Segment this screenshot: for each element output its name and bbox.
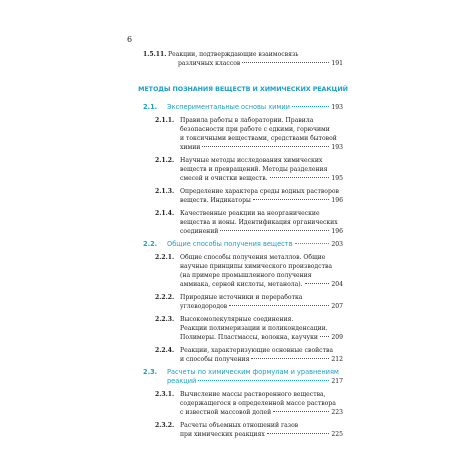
entry-number: 2.2.2. [155,294,175,301]
entry-line: Общие способы получения веществ [167,240,293,248]
part-title: МЕТОДЫ ПОЗНАНИЯ ВЕЩЕСТВ И ХИМИЧЕСКИХ РЕАКЦИЙ [138,85,348,93]
entry-last-line [180,227,343,236]
entry-number: 2.3.2. [155,422,175,429]
subsection-list [143,253,343,364]
table-of-contents [138,50,348,439]
entry-line: Определение характера среды водных растворов [180,188,339,195]
entry-number: 2.1. [143,103,158,111]
subsection-entry[interactable] [155,116,343,152]
entry-line: Высокомолекулярные соединения. [180,316,294,323]
dot-leader [198,380,329,381]
entry-line: реакций [167,377,197,385]
dot-leader [242,62,329,63]
entry-text [180,156,343,183]
subsection-entry[interactable] [155,390,343,417]
dot-leader [305,283,330,284]
subsection-entry[interactable] [155,187,343,205]
entry-line: и токсичными веществами, средствами бытовой [180,135,337,142]
entry-page: 195 [331,175,343,182]
entry-number: 2.3. [143,368,158,376]
entry-line: Расчеты по химическим формулам и уравнениям [167,368,339,376]
dot-leader [292,106,329,107]
entry-number: 2.1.2. [155,157,175,164]
entry-page: 207 [331,303,343,310]
dot-leader [253,199,330,200]
dot-leader [202,146,329,147]
entry-line: с известной массовой долей [180,409,272,416]
entry-line: Вычисление массы растворенного вещества, [180,391,326,398]
dot-leader [220,230,329,231]
dot-leader [270,177,330,178]
entry-line: при химических реакциях [180,431,265,438]
entry-last-line [167,377,343,386]
dot-leader [251,358,329,359]
dot-leader [229,305,329,306]
subsection-entry[interactable] [155,315,343,342]
entry-page: 196 [331,228,343,235]
entry-last-line [180,408,343,417]
section-entry[interactable] [143,240,343,249]
dot-leader [295,243,330,244]
subsection-entry[interactable] [155,293,343,311]
entry-page: 209 [331,334,343,341]
entry-line: соединений [180,228,219,235]
entry-last-line [167,240,343,249]
entry-text [180,209,343,236]
subsection-entry[interactable] [155,209,343,236]
entry-line: углеводородов [180,303,228,310]
entry-number: 2.1.4. [155,210,175,217]
entry-text [180,315,343,342]
entry-page: 223 [331,409,343,416]
entry-last-line [168,59,343,68]
dot-leader [320,336,329,337]
entry-page: 212 [331,356,343,363]
entry-page: 225 [331,431,343,438]
entry-page: 193 [331,104,343,111]
entry-line: вещества и ионы. Идентификация органических [180,219,338,226]
dot-leader [273,411,329,412]
section-entry[interactable] [143,103,343,112]
entry-text [180,346,343,364]
entry-line: Реакции полимеризации и поликонденсации. [180,325,328,332]
entry-line: химии [180,144,201,151]
entry-line: научные принципы химического производства [180,263,333,270]
entry-number: 2.2. [143,240,158,248]
entry-number: 2.1.1. [155,117,175,124]
entry-last-line [180,333,343,342]
entry-text [180,187,343,205]
entry-line: Реакции, характеризующие основные свойства [180,347,334,354]
entry-text [180,116,343,152]
section-entry[interactable] [143,368,343,386]
entry-line: Качественные реакции на неорганические [180,210,320,217]
entry-line: веществ. Индикаторы [180,197,251,204]
subsection-entry[interactable] [155,346,343,364]
entry-line: аммиака, серной кислоты, метанола). [180,281,303,288]
entry-page: 204 [331,281,343,288]
toc-entry-1-5-11[interactable] [143,50,343,68]
entry-text [167,240,343,249]
entry-last-line [180,302,343,311]
entry-line: Реакции, подтверждающие взаимосвязь [168,51,299,58]
page-number: 6 [127,35,133,44]
entry-line: Природные источники и переработка [180,294,303,301]
entry-text [180,421,343,439]
entry-number: 2.3.1. [155,391,175,398]
entry-last-line [167,103,343,112]
entry-page: 191 [331,60,343,67]
sections-list [143,103,343,439]
entry-last-line [180,196,343,205]
entry-text [167,103,343,112]
entry-number: 2.2.3. [155,316,175,323]
subsection-entry[interactable] [155,156,343,183]
entry-line: Общие способы получения металлов. Общие [180,254,326,261]
entry-line: Научные методы исследования химических [180,157,323,164]
entry-text [168,50,343,68]
entry-page: 203 [331,241,343,248]
entry-number: 1.5.11. [143,51,167,58]
entry-last-line [180,174,343,183]
entry-page: 217 [331,378,343,385]
subsection-list [143,390,343,439]
entry-text [180,390,343,417]
entry-line: веществ и превращений. Методы разделения [180,166,328,173]
entry-line: Расчеты объемных отношений газов [180,422,299,429]
entry-page: 196 [331,197,343,204]
entry-line: содержащегося в определенной массе раствора [180,400,336,407]
entry-line: Экспериментальные основы химии [167,103,290,111]
entry-line: безопасности при работе с едкими, горючими [180,126,330,133]
entry-last-line [180,430,343,439]
subsection-list [143,116,343,236]
entry-number: 2.2.1. [155,254,175,261]
entry-number: 2.1.3. [155,188,175,195]
entry-last-line [180,280,343,289]
entry-last-line [180,143,343,152]
dot-leader [267,433,330,434]
entry-text [167,368,343,386]
subsection-entry[interactable] [155,253,343,289]
entry-line: различных классов [178,60,241,67]
entry-text [180,253,343,289]
entry-line: и способы получения [180,356,250,363]
entry-number: 2.2.4. [155,347,175,354]
entry-last-line [180,355,343,364]
entry-line: Правила работы в лаборатории. Правила [180,117,314,124]
entry-line: смесей и очистки веществ. [180,175,268,182]
entry-line: Полимеры. Пластмассы, волокна, каучуки [180,334,318,341]
entry-line: (на примере промышленного получения [180,272,312,279]
subsection-entry[interactable] [155,421,343,439]
entry-text [180,293,343,311]
entry-page: 193 [331,144,343,151]
